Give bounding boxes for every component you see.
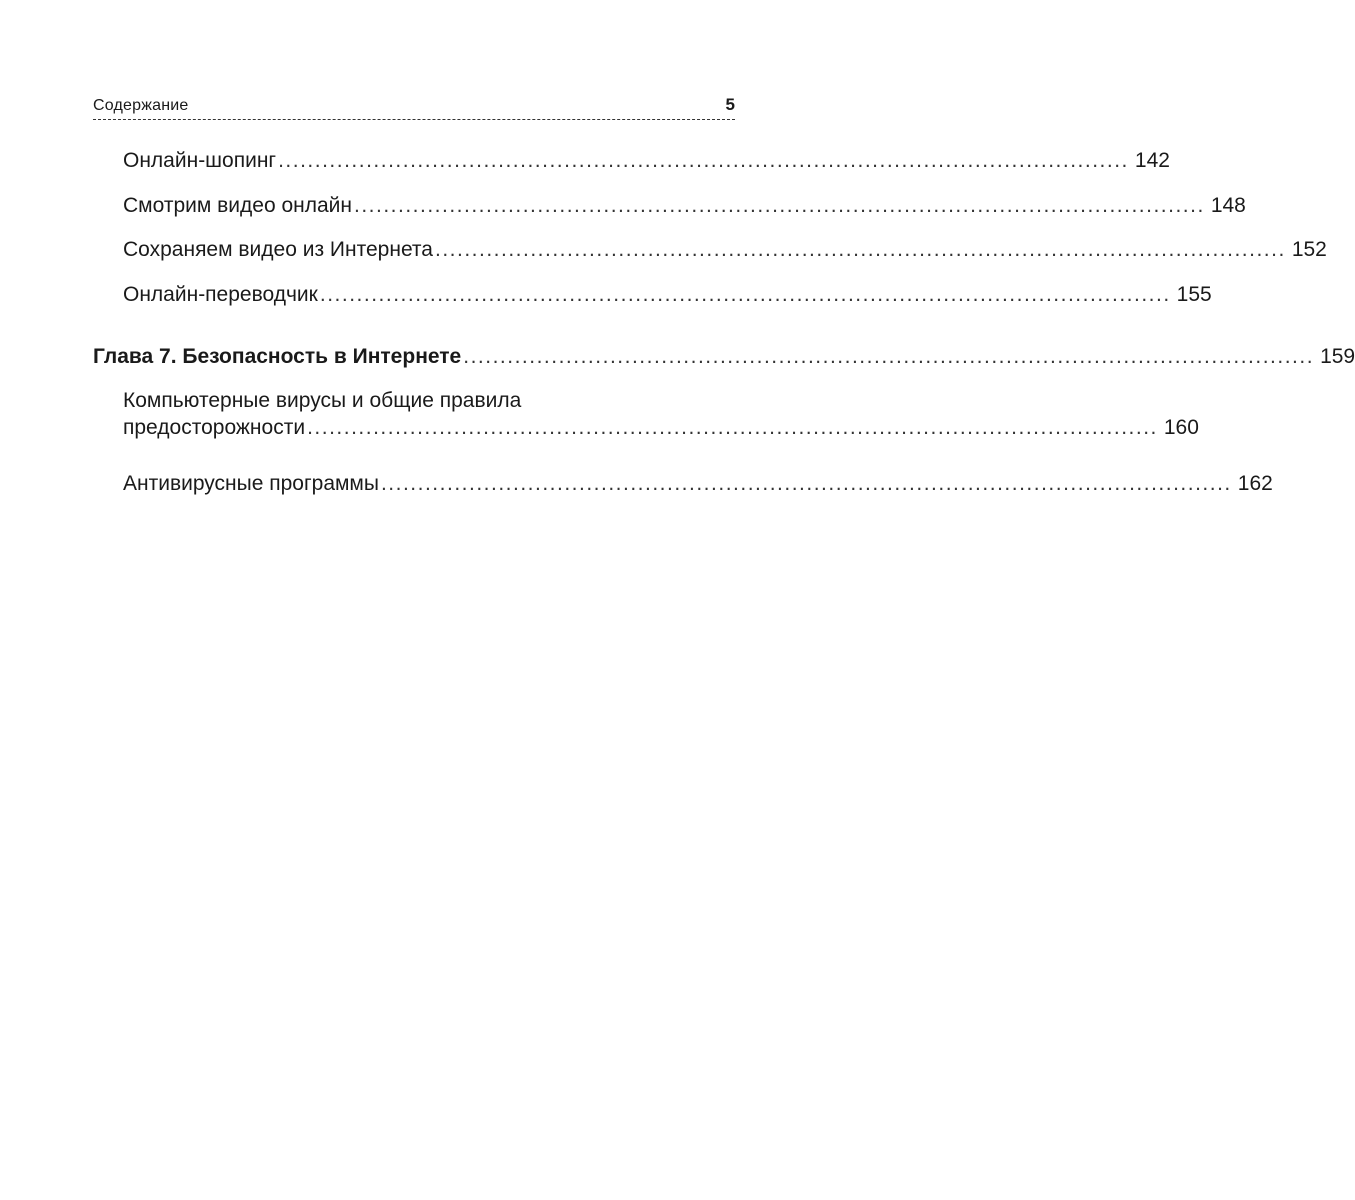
toc-entry-watch-video[interactable]: [93, 193, 1246, 218]
leader-dots: ....................................................................................................................: [380, 472, 1232, 495]
toc-entry-page: 159: [1320, 345, 1355, 368]
toc-entry-page: 148: [1210, 194, 1246, 217]
toc-chapter-7[interactable]: [93, 344, 1355, 369]
leader-dots: ....................................................................................................................: [435, 238, 1286, 261]
toc-entry-viruses[interactable]: [93, 388, 1199, 440]
toc-entry-antivirus[interactable]: [93, 471, 1273, 496]
toc-entry-title: Антивирусные программы: [123, 472, 379, 495]
running-head: Содержание: [93, 97, 189, 114]
toc-chapter-title: Глава 7. Безопасность в Интернете: [93, 345, 462, 368]
toc-entry-title: Смотрим видео онлайн: [123, 194, 352, 217]
toc-entry-title: Онлайн-переводчик: [123, 283, 318, 306]
leader-dots: ....................................................................................................................: [319, 283, 1171, 306]
toc-entry-page: 160: [1163, 416, 1199, 439]
toc-entry-title-line2: предосторожности: [123, 416, 306, 439]
leader-dots: ....................................................................................................................: [354, 194, 1205, 217]
page-header: [93, 95, 735, 123]
toc-entry-title: Сохраняем видео из Интернета: [123, 238, 433, 261]
page-number: 5: [725, 95, 735, 114]
leader-dots: ....................................................................................................................: [278, 149, 1129, 172]
toc-entry-title: Онлайн-шопинг: [123, 149, 277, 172]
toc-entry-title-line1: Компьютерные вирусы и общие правила: [123, 389, 522, 412]
leader-dots: ....................................................................................................................: [463, 345, 1315, 368]
table-of-contents: [93, 148, 1355, 496]
toc-entry-translator[interactable]: [93, 282, 1212, 307]
header-dashed-rule: [93, 119, 735, 120]
toc-entry-save-video[interactable]: [93, 237, 1327, 262]
toc-entry-online-shopping[interactable]: [93, 148, 1170, 173]
toc-entry-page: 142: [1134, 149, 1170, 172]
leader-dots: ....................................................................................................................: [307, 416, 1158, 439]
toc-entry-page: 162: [1237, 472, 1273, 495]
toc-entry-page: 152: [1291, 238, 1327, 261]
toc-entry-page: 155: [1176, 283, 1212, 306]
